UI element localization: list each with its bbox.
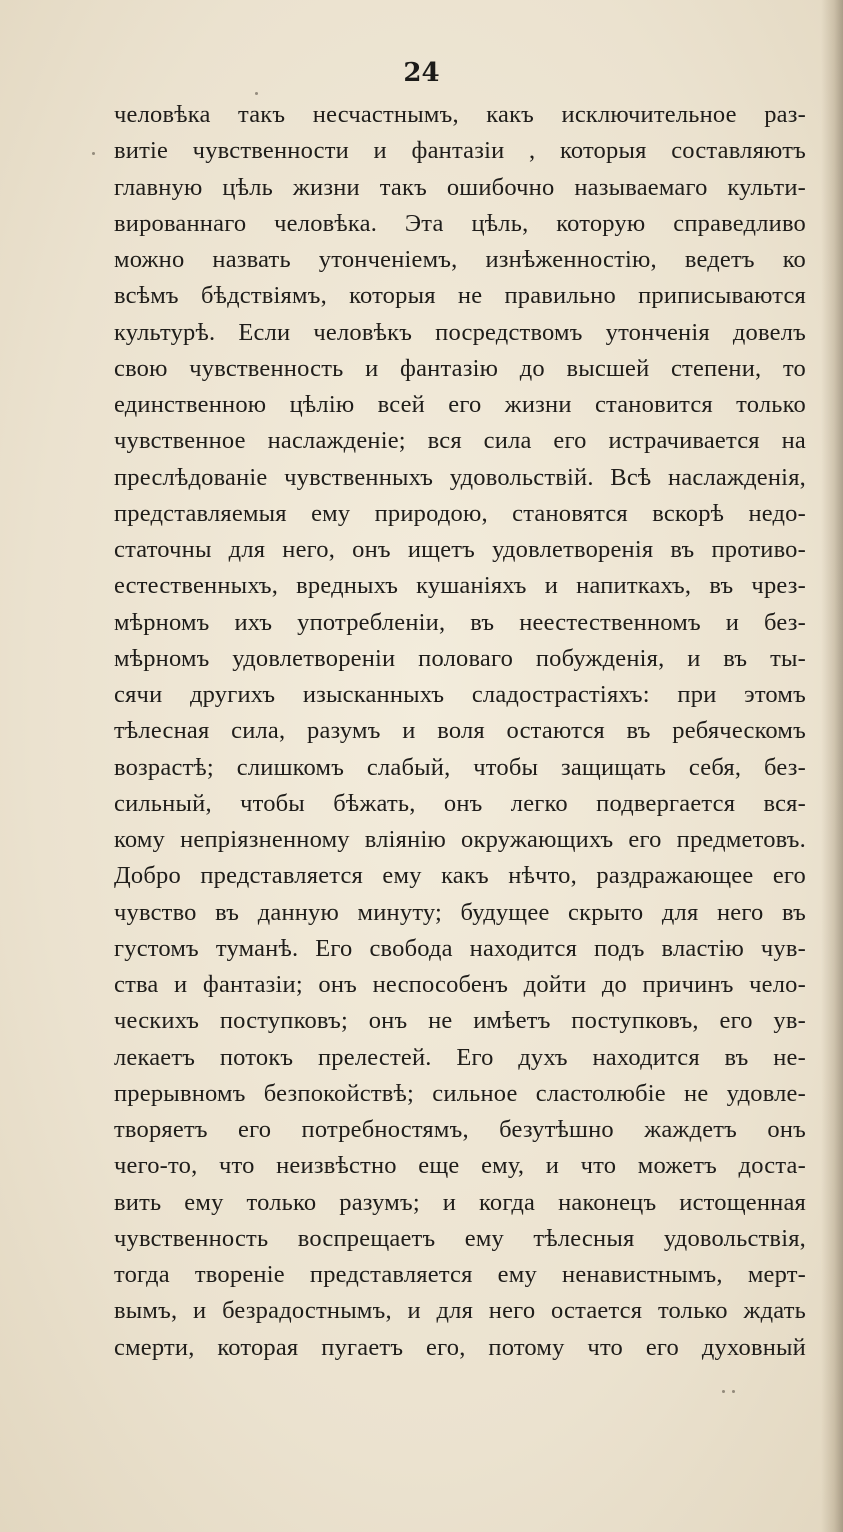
- text-line: чего-то, что неизвѣстно еще ему, и что можетъ доста-: [114, 1152, 806, 1180]
- text-line: творяетъ его потребностямъ, безутѣшно жаждетъ онъ: [114, 1116, 806, 1143]
- text-line: единственною цѣлію всей его жизни становится только: [114, 391, 806, 418]
- text-line: густомъ туманѣ. Его свобода находится подъ властію чув-: [114, 934, 806, 962]
- text-line: всѣмъ бѣдствіямъ, которыя не правильно приписываются: [114, 282, 806, 310]
- body-text: [114, 97, 806, 1366]
- text-line: сильный, чтобы бѣжать, онъ легко подвергается вся-: [114, 789, 806, 817]
- print-speck: [722, 1390, 725, 1393]
- text-line: мѣрномъ ихъ употребленіи, въ неестественномъ и без-: [114, 608, 806, 636]
- text-line: чувственность воспрещаетъ ему тѣлесныя удовольствія,: [114, 1224, 806, 1252]
- print-speck: [732, 1390, 735, 1393]
- text-line: чувственное наслажденіе; вся сила его истрачивается на: [114, 427, 806, 455]
- text-line: витіе чувственности и фантазіи , которыя составляютъ: [114, 137, 806, 165]
- text-line: ческихъ поступковъ; онъ не имѣетъ поступковъ, его ув-: [114, 1007, 806, 1035]
- page-number: 24: [403, 58, 440, 88]
- text-line: лекаетъ потокъ прелестей. Его духъ находится въ не-: [114, 1043, 806, 1071]
- print-speck: [92, 152, 95, 155]
- spine-shadow: [821, 0, 843, 1532]
- text-line: кому непріязненному вліянію окружающихъ его предметовъ.: [114, 826, 806, 853]
- text-line: тѣлесная сила, разумъ и воля остаются въ ребяческомъ: [114, 717, 806, 745]
- text-line: Добро представляется ему какъ нѣчто, раздражающее его: [114, 862, 806, 890]
- text-line: чувство въ данную минуту; будущее скрыто для него въ: [114, 898, 806, 926]
- text-line: культурѣ. Если человѣкъ посредствомъ утонченія довелъ: [114, 318, 806, 346]
- text-line: преслѣдованіе чувственныхъ удовольствій. Всѣ наслажденія,: [114, 463, 806, 491]
- text-line: представляемыя ему природою, становятся вскорѣ недо-: [114, 499, 806, 527]
- text-line: вированнаго человѣка. Эта цѣль, которую справедливо: [114, 209, 806, 237]
- text-line: ства и фантазіи; онъ неспособенъ дойти до причинъ чело-: [114, 971, 806, 998]
- text-line: сячи другихъ изысканныхъ сладострастіяхъ: при этомъ: [114, 681, 806, 708]
- text-line: возрастѣ; слишкомъ слабый, чтобы защищать себя, без-: [114, 753, 806, 781]
- text-line: главную цѣль жизни такъ ошибочно называемаго культи-: [114, 173, 806, 201]
- print-speck: [255, 92, 258, 95]
- text-line: можно назвать утонченіемъ, изнѣженностію, ведетъ ко: [114, 246, 806, 273]
- text-line: человѣка такъ несчастнымъ, какъ исключительное раз-: [114, 101, 806, 128]
- text-line: смерти, которая пугаетъ его, потому что его духовный: [114, 1333, 806, 1361]
- text-line: статочны для него, онъ ищетъ удовлетворенія въ противо-: [114, 536, 806, 563]
- text-line: вить ему только разумъ; и когда наконецъ истощенная: [114, 1188, 806, 1216]
- text-line: мѣрномъ удовлетвореніи половаго побужденія, и въ ты-: [114, 644, 806, 672]
- text-line: вымъ, и безрадостнымъ, и для него остается только ждать: [114, 1297, 806, 1325]
- text-line: свою чувственность и фантазію до высшей степени, то: [114, 354, 806, 382]
- text-line: прерывномъ безпокойствѣ; сильное сластолюбіе не удовле-: [114, 1079, 806, 1107]
- text-line: тогда твореніе представляется ему ненавистнымъ, мерт-: [114, 1261, 806, 1288]
- text-line: естественныхъ, вредныхъ кушаніяхъ и напиткахъ, въ чрез-: [114, 572, 806, 600]
